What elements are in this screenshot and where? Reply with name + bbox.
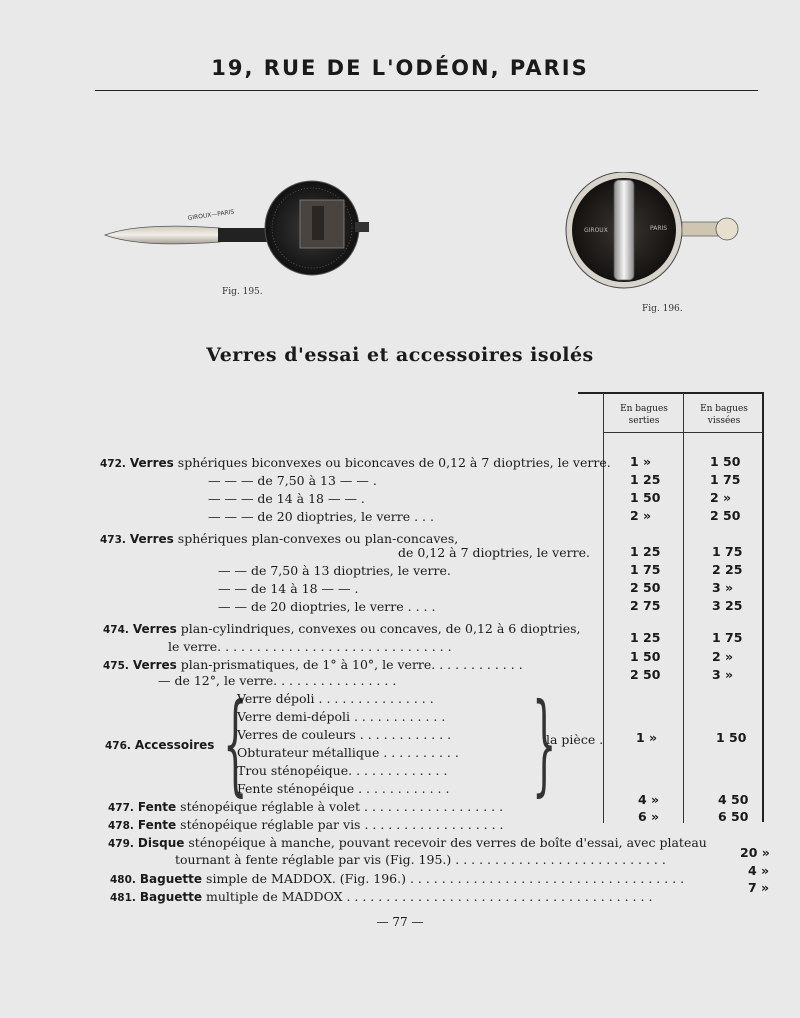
item-description: plan-cylindriques, convexes ou concaves, de 0,12 à 6 dioptries,	[180, 621, 581, 636]
column-header-serties: En bagues serties	[620, 404, 668, 426]
item-472-line-3: — — — de 14 à 18 — — .	[208, 491, 365, 506]
page-header: 19, RUE DE L'ODÉON, PARIS	[211, 56, 589, 80]
item-476-unit: la pièce .	[546, 732, 604, 747]
item-number: 472.	[100, 458, 126, 470]
item-481	[110, 888, 652, 906]
price-single: 20 »	[740, 845, 770, 860]
price-vissees: 1 75	[712, 630, 743, 645]
item-keyword: Verres	[129, 456, 174, 470]
accessory-list-item: Verre demi-dépoli . . . . . . . . . . . .	[237, 709, 446, 724]
header-rule	[95, 90, 758, 91]
page-number: — 77 —	[376, 915, 424, 929]
item-475-line-2: — de 12°, le verre. . . . . . . . . . . . . . . .	[158, 673, 397, 688]
item-description: sténopéique réglable à volet . . . . . . . . . . . . . . . . . .	[180, 799, 504, 814]
price-serties: 6 »	[638, 809, 660, 824]
item-number: 475.	[103, 660, 129, 672]
item-number: 478.	[108, 820, 134, 832]
item-473-line-3: — — de 7,50 à 13 dioptries, le verre.	[218, 563, 451, 578]
item-472-line-1	[100, 454, 611, 472]
price-serties: 2 75	[630, 598, 661, 613]
accessory-list-item: Fente sténopéique . . . . . . . . . . . .	[237, 781, 450, 796]
price-vissees: 3 25	[712, 598, 743, 613]
price-vissees: 4 50	[718, 792, 749, 807]
price-vissees: 1 75	[710, 472, 741, 487]
item-description: plan-prismatiques, de 1° à 10°, le verre. . . . . . . . . . . .	[180, 657, 523, 672]
accessory-list-item: Verre dépoli . . . . . . . . . . . . . . .	[237, 691, 434, 706]
price-vissees: 1 75	[712, 544, 743, 559]
price-serties: 1 25	[630, 544, 661, 559]
price-serties: 1 25	[630, 630, 661, 645]
price-serties: 4 »	[638, 792, 660, 807]
table-top-rule	[578, 392, 764, 394]
price-serties: 1 50	[630, 490, 661, 505]
price-single: 7 »	[748, 880, 770, 895]
item-479-line-2: tournant à fente réglable par vis (Fig. 195.) . . . . . . . . . . . . . . . . . . . . . . . . . . .	[175, 852, 666, 867]
item-keyword: Baguette	[139, 872, 203, 886]
item-472-line-2: — — — de 7,50 à 13 — — .	[208, 473, 377, 488]
item-description: sténopéique à manche, pouvant recevoir des verres de boîte d'essai, avec plateau	[188, 835, 707, 850]
price-serties: 1 »	[630, 454, 652, 469]
item-keyword: Verres	[129, 532, 174, 546]
left-brace-icon: {	[223, 679, 248, 807]
item-keyword: Verres	[132, 622, 177, 636]
item-keyword: Verres	[132, 658, 177, 672]
item-479-line-1	[108, 834, 707, 852]
figure-196-engraving-left: GIROUX	[584, 227, 608, 234]
price-serties: 2 50	[630, 667, 661, 682]
item-477	[108, 798, 503, 816]
right-brace-icon: }	[532, 679, 557, 807]
figure-196-caption: Fig. 196.	[642, 304, 683, 314]
price-serties: 1 75	[630, 562, 661, 577]
item-473-line-2: de 0,12 à 7 dioptries, le verre.	[398, 545, 590, 560]
item-description: sténopéique réglable par vis . . . . . . . . . . . . . . . . . .	[180, 817, 504, 832]
price-serties: 1 25	[630, 472, 661, 487]
accessory-list-item: Obturateur métallique . . . . . . . . . .	[237, 745, 459, 760]
item-number: 473.	[100, 534, 126, 546]
price-vissees: 1 50	[710, 454, 741, 469]
price-serties: 2 »	[630, 508, 652, 523]
item-description: simple de MADDOX. (Fig. 196.) . . . . . . . . . . . . . . . . . . . . . . . . . . . . . . . . . . .	[206, 871, 685, 886]
table-right-rule	[762, 392, 764, 822]
price-vissees: 2 »	[712, 649, 734, 664]
price-serties: 2 50	[630, 580, 661, 595]
item-473-line-5: — — de 20 dioptries, le verre . . . .	[218, 599, 436, 614]
item-number: 480.	[110, 874, 136, 886]
column-header-vissees: En bagues vissées	[700, 404, 748, 426]
accessory-list-item: Verres de couleurs . . . . . . . . . . . .	[237, 727, 452, 742]
price-vissees: 3 »	[712, 580, 734, 595]
item-474-line-1	[103, 620, 581, 638]
item-description: multiple de MADDOX . . . . . . . . . . . . . . . . . . . . . . . . . . . . . . . . . . . . . . .	[206, 889, 653, 904]
figure-195-caption: Fig. 195.	[222, 287, 263, 297]
price-serties: 1 »	[636, 730, 658, 745]
item-476-label	[105, 736, 214, 754]
item-keyword: Accessoires	[134, 738, 215, 752]
item-keyword: Baguette	[139, 890, 203, 904]
item-keyword: Fente	[137, 800, 177, 814]
item-number: 481.	[110, 892, 136, 904]
item-480	[110, 870, 684, 888]
item-number: 474.	[103, 624, 129, 636]
price-vissees: 3 »	[712, 667, 734, 682]
figure-196-image	[562, 172, 747, 290]
accessory-list-item: Trou sténopéique. . . . . . . . . . . . .	[237, 763, 448, 778]
item-number: 479.	[108, 838, 134, 850]
item-478	[108, 816, 504, 834]
item-number: 477.	[108, 802, 134, 814]
table-col-divider-mid	[683, 393, 684, 823]
item-keyword: Disque	[137, 836, 185, 850]
figure-195-image	[100, 178, 380, 278]
item-number: 476.	[105, 740, 131, 752]
item-description: sphériques biconvexes ou biconcaves de 0,12 à 7 dioptries, le verre.	[177, 455, 611, 470]
price-vissees: 6 50	[718, 809, 749, 824]
item-keyword: Fente	[137, 818, 177, 832]
section-title: Verres d'essai et accessoires isolés	[206, 344, 594, 366]
item-472-line-4: — — — de 20 dioptries, le verre . . .	[208, 509, 434, 524]
item-474-line-2: le verre. . . . . . . . . . . . . . . . . . . . . . . . . . . . . .	[168, 639, 452, 654]
item-description: sphériques plan-convexes ou plan-concaves,	[177, 531, 459, 546]
figure-195-engraving: GIROUX—PARIS	[187, 208, 235, 222]
price-serties: 1 50	[630, 649, 661, 664]
price-vissees: 2 »	[710, 490, 732, 505]
figure-196-engraving-right: PARIS	[650, 225, 668, 232]
price-vissees: 1 50	[716, 730, 747, 745]
price-single: 4 »	[748, 863, 770, 878]
price-vissees: 2 25	[712, 562, 743, 577]
price-vissees: 2 50	[710, 508, 741, 523]
item-473-line-4: — — de 14 à 18 — — .	[218, 581, 359, 596]
table-header-rule	[603, 432, 763, 433]
